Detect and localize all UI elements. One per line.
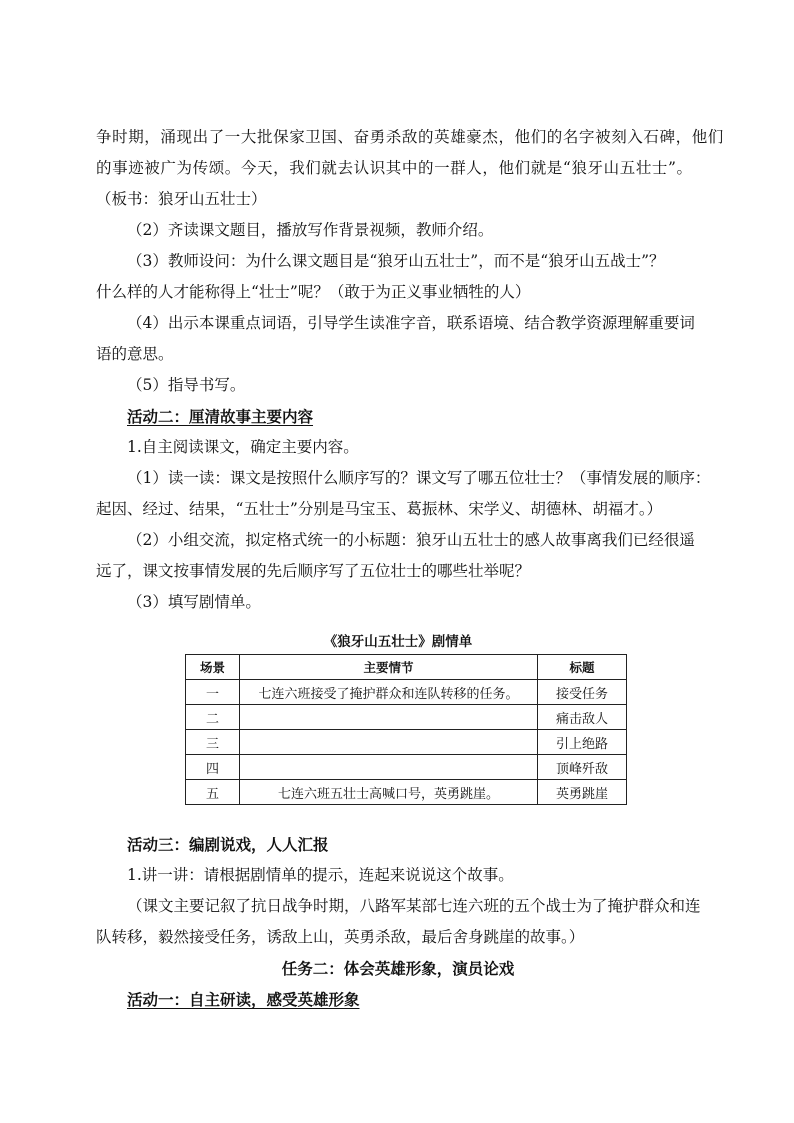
title-cell: 英勇跳崖	[538, 780, 627, 805]
header-title: 标题	[538, 655, 627, 680]
header-scene: 场景	[186, 655, 240, 680]
table-row	[186, 780, 627, 805]
activity-3-p2-line-1: （课文主要记叙了抗日战争时期，八路军某部七连六班的五个战士为了掩护群众和连	[127, 897, 701, 915]
plot-cell	[240, 705, 538, 730]
intro-line-3: （板书：狼牙山五壮士）	[96, 190, 267, 208]
step-5: （5）指导书写。	[127, 376, 246, 394]
table-row	[186, 705, 627, 730]
activity-3-p2-line-2: 队转移，毅然接受任务，诱敌上山，英勇杀敌，最后舍身跳崖的故事。）	[96, 928, 585, 946]
intro-line-2: 的事迹被广为传颂。今天，我们就去认识其中的一群人，他们就是“狼牙山五壮士”。	[96, 159, 693, 177]
scene-cell: 一	[186, 680, 240, 705]
question-2-line-1: （2）小组交流，拟定格式统一的小标题：狼牙山五壮士的感人故事离我们已经很遥	[127, 531, 695, 549]
step-4-line-2: 语的意思。	[96, 345, 174, 363]
question-3: （3）填写剧情单。	[127, 593, 261, 611]
scene-cell: 三	[186, 730, 240, 755]
question-1-line-2: 起因、经过、结果，“五壮士”分别是马宝玉、葛振林、宋学义、胡德林、胡福才。）	[96, 500, 663, 518]
activity-3-heading: 活动三：编剧说戏，人人汇报	[127, 835, 329, 854]
plot-cell: 七连六班五壮士高喊口号，英勇跳崖。	[240, 780, 538, 805]
scene-cell: 四	[186, 755, 240, 780]
title-cell: 痛击敌人	[538, 705, 627, 730]
activity-3-p1: 1.讲一讲：请根据剧情单的提示，连起来说说这个故事。	[127, 866, 514, 884]
question-2-line-2: 远了，课文按事情发展的先后顺序写了五位壮士的哪些壮举呢？	[96, 562, 531, 580]
step-4-line-1: （4）出示本课重点词语，引导学生读准字音，联系语境、结合教学资源理解重要词	[127, 314, 695, 332]
table-row	[186, 755, 627, 780]
table-row	[186, 730, 627, 755]
plot-cell: 七连六班接受了掩护群众和连队转移的任务。	[240, 680, 538, 705]
plot-cell	[240, 755, 538, 780]
title-cell: 顶峰歼敌	[538, 755, 627, 780]
document-page	[96, 122, 724, 1015]
activity-2-heading: 活动二：厘清故事主要内容	[127, 407, 314, 426]
intro-line-1: 争时期，涌现出了一大批保家卫国、奋勇杀敌的英雄豪杰，他们的名字被刻入石碑，他们	[96, 128, 724, 146]
step-2: （2）齐读课文题目，播放写作背景视频，教师介绍。	[127, 221, 494, 239]
table-title: 《狼牙山五壮士》剧情单	[323, 634, 473, 650]
table-row	[186, 680, 627, 705]
title-cell: 引上绝路	[538, 730, 627, 755]
task-2-activity-1-heading: 活动一：自主研读，感受英雄形象	[127, 990, 360, 1009]
table-header-row	[186, 655, 627, 680]
question-1-line-1: （1）读一读：课文是按照什么顺序写的？课文写了哪五位壮士？（事情发展的顺序：	[127, 469, 711, 487]
plot-cell	[240, 730, 538, 755]
activity-2-p1: 1.自主阅读课文，确定主要内容。	[127, 438, 359, 456]
task-2-heading: 任务二：体会英雄形象，演员论戏	[281, 959, 515, 978]
plot-table	[185, 654, 627, 805]
scene-cell: 二	[186, 705, 240, 730]
step-3-line-2: 什么样的人才能称得上“壮士”呢？（敢于为正义事业牺牲的人）	[96, 283, 531, 301]
title-cell: 接受任务	[538, 680, 627, 705]
step-3-line-1: （3）教师设问：为什么课文题目是“狼牙山五壮士”，而不是“狼牙山五战士”？	[127, 252, 665, 270]
scene-cell: 五	[186, 780, 240, 805]
header-plot: 主要情节	[240, 655, 538, 680]
